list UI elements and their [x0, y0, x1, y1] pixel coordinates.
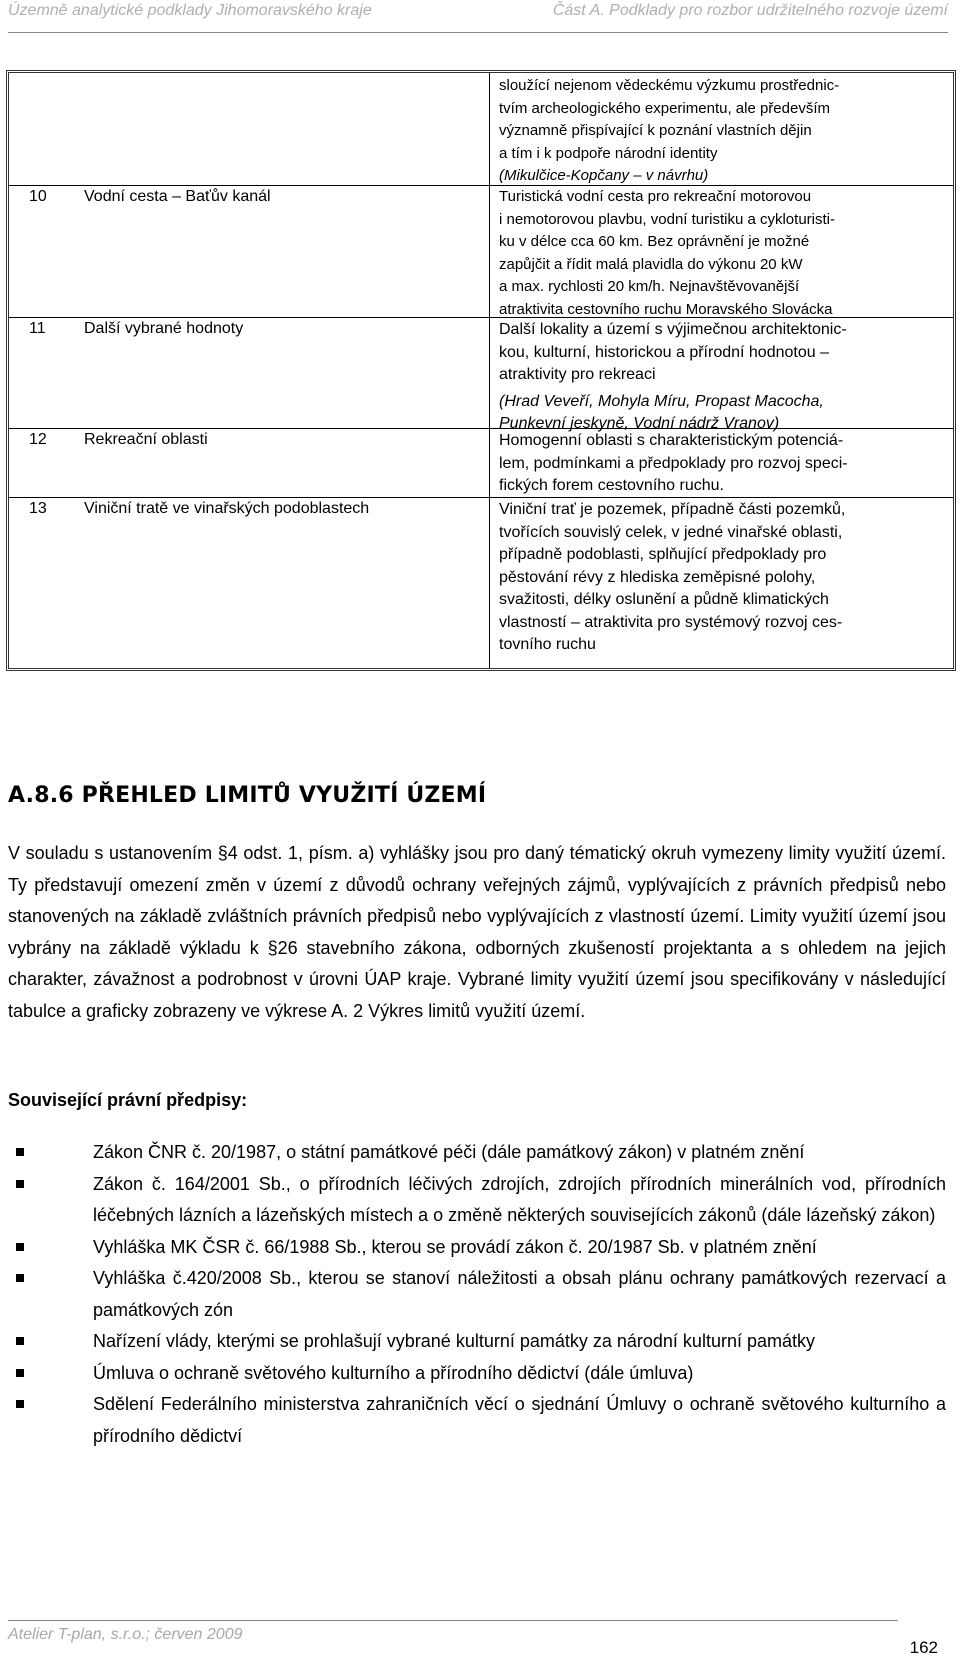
row-name: Viniční tratě ve vinařských podoblastech — [84, 500, 370, 517]
desc-line: i nemotorovou plavbu, vodní turistiku a cykloturisti- — [499, 210, 835, 228]
desc-line: a tím i k podpoře národní identity — [499, 144, 718, 162]
list-item — [8, 1137, 946, 1169]
desc-line: fických forem cestovního ruchu. — [499, 477, 724, 494]
desc-line: tvím archeologického experimentu, ale především — [499, 99, 830, 117]
row-number: 13 — [29, 500, 47, 517]
desc-line: atraktivity pro rekreaci — [499, 366, 656, 383]
desc-example: (Mikulčice-Kopčany – v návrhu) — [499, 167, 709, 184]
row-divider — [9, 497, 953, 498]
footer-text: Atelier T-plan, s.r.o.; červen 2009 — [8, 1626, 243, 1643]
list-item — [8, 1232, 946, 1264]
bullet-icon — [16, 1274, 24, 1282]
header-right-title: Část A. Podklady pro rozbor udržitelného rozvoje území — [552, 2, 948, 19]
desc-line: Viniční trať je pozemek, případně části pozemků, — [499, 501, 846, 518]
row-name: Rekreační oblasti — [84, 431, 208, 448]
desc-line: lem, podmínkami a předpoklady pro rozvoj speci- — [499, 454, 848, 472]
list-item-text: Úmluva o ochraně světového kulturního a přírodního dědictví (dále úmluva) — [93, 1362, 694, 1383]
bullet-icon — [16, 1180, 24, 1188]
desc-line: atraktivita cestovního ruchu Moravského Slovácka — [499, 300, 833, 318]
list-item-text: Vyhláška MK ČSR č. 66/1988 Sb., kterou se provádí zákon č. 20/1987 Sb. v platném znění — [93, 1236, 817, 1257]
row-desc — [499, 186, 939, 321]
row-number: 11 — [29, 320, 46, 337]
sub-heading: Související právní předpisy: — [8, 1090, 248, 1110]
row-divider — [9, 317, 953, 318]
row-name: Další vybrané hodnoty — [84, 320, 244, 337]
column-divider — [489, 73, 490, 668]
desc-line: ku v délce cca 60 km. Bez oprávnění je možné — [499, 233, 810, 250]
desc-example: Punkevní jeskyně, Vodní nádrž Vranov) — [499, 415, 780, 432]
desc-line: kou, kulturní, historickou a přírodní hodnotou – — [499, 343, 829, 361]
list-item-text: Zákon ČNR č. 20/1987, o státní památkové péči (dále památkový zákon) v platném znění — [93, 1142, 805, 1162]
header-left-title: Územně analytické podklady Jihomoravského kraje — [8, 2, 372, 19]
page-header — [8, 0, 948, 24]
row-divider — [9, 428, 953, 429]
desc-line: významně přispívající k poznání vlastních dějin — [499, 122, 812, 139]
row-number: 12 — [29, 431, 47, 448]
bullet-icon — [16, 1337, 24, 1345]
desc-line: Turistická vodní cesta pro rekreační motorovou — [499, 188, 812, 205]
section-heading: A.8.6 PŘEHLED LIMITŮ VYUŽITÍ ÚZEMÍ — [8, 783, 487, 808]
row-desc — [499, 430, 939, 498]
row-desc — [499, 499, 939, 657]
desc-line: Homogenní oblasti s charakteristickým potenciá- — [499, 432, 844, 449]
desc-line: vlastností – atraktivita pro systémový rozvoj ces- — [499, 613, 843, 631]
footer-divider — [8, 1620, 898, 1621]
desc-line: a max. rychlosti 20 km/h. Nejnavštěvovanější — [499, 278, 800, 295]
list-item — [8, 1389, 946, 1452]
list-item-text: Nařízení vlády, kterými se prohlašují vybrané kulturní památky za národní kulturní památky — [93, 1331, 815, 1351]
body-paragraph: V souladu s ustanovením §4 odst. 1, písm. a) vyhlášky jsou pro daný tématický okruh vymezeny limity využití území. Ty představují omezení změn v území z důvodů ochrany veřejných zájmů, vyplývajících z právních předpisů nebo stanovených na základě zvláštních právních předpisů nebo vyplývajících z vlastností území. Limity využití území jsou vybrány na základě výkladu k §26 stavebního zákona, odborných zkušeností projektanta a s ohledem na jejich charakter, závažnost a podrobnost v úrovni ÚAP kraje. Vybrané limity využití území jsou specifikovány v následující tabulce a graficky zobrazeny ve výkrese A. 2 Výkres limitů využití území. — [8, 843, 946, 1021]
list-item-text: Zákon č. 164/2001 Sb., o přírodních léčivých zdrojích, zdrojích přírodních minerálních vod, přírodních léčebných lázních a lázeňských místech a o změně některých souvisejících zákonů (dále lázeňský zákon) — [93, 1173, 946, 1225]
desc-line: Další lokality a území s výjimečnou architektonic- — [499, 321, 847, 338]
desc-line: sloužící nejenom vědeckému výzkumu prostřednic- — [499, 77, 840, 94]
row-name: Vodní cesta – Baťův kanál — [84, 188, 271, 205]
header-divider — [8, 32, 948, 33]
legal-regulations-list — [8, 1137, 946, 1452]
row-number: 10 — [29, 188, 47, 205]
bullet-icon — [16, 1148, 24, 1156]
row-desc — [499, 319, 939, 436]
bullet-icon — [16, 1400, 24, 1408]
list-item-text: Vyhláška č.420/2008 Sb., kterou se stanoví náležitosti a obsah plánu ochrany památkových rezervací a památkových zón — [93, 1268, 946, 1320]
desc-line: zapůjčit a řídit malá plavidla do výkonu 20 kW — [499, 255, 803, 273]
list-item — [8, 1263, 946, 1326]
table-row-continued-desc — [499, 75, 939, 188]
list-item — [8, 1169, 946, 1232]
desc-line: svažitosti, délky oslunění a půdně klimatických — [499, 591, 829, 608]
desc-line: tvořících souvislý celek, v jedné vinařské oblasti, — [499, 523, 843, 541]
list-item — [8, 1326, 946, 1358]
desc-line: případně podoblasti, splňující předpoklady pro — [499, 546, 827, 563]
desc-line: pěstování révy z hlediska zeměpisné polohy, — [499, 568, 816, 586]
bullet-icon — [16, 1243, 24, 1251]
page-number: 162 — [909, 1638, 938, 1657]
attractions-table — [6, 70, 956, 671]
desc-line: tovního ruchu — [499, 636, 596, 653]
list-item — [8, 1358, 946, 1390]
bullet-icon — [16, 1369, 24, 1377]
desc-example: (Hrad Veveří, Mohyla Míru, Propast Macocha, — [499, 392, 824, 410]
list-item-text: Sdělení Federálního ministerstva zahraničních věcí o sjednání Úmluvy o ochraně světového kulturního a přírodního dědictví — [93, 1394, 946, 1446]
